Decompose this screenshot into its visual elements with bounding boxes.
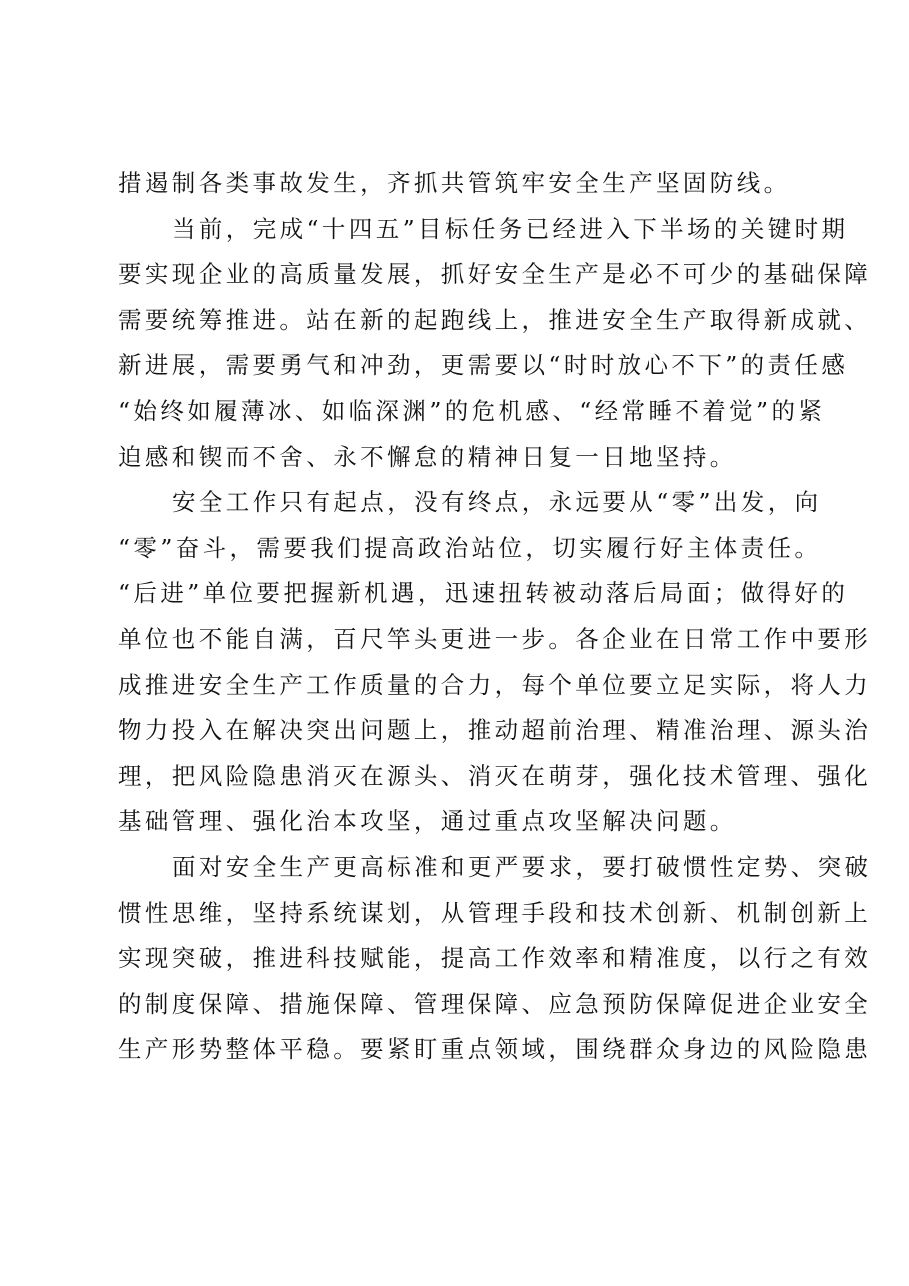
text-line: 需要统筹推进。站在新的起跑线上，推进安全生产取得新成就、 — [118, 305, 872, 334]
text-line: 惯性思维，坚持系统谋划，从管理手段和技术创新、机制创新上 — [118, 898, 872, 927]
text-line: 要实现企业的高质量发展，抓好安全生产是必不可少的基础保障 — [118, 260, 872, 289]
text-line: 理，把风险隐患消灭在源头、消灭在萌芽，强化技术管理、强化 — [118, 761, 872, 790]
text-line: 措遏制各类事故发生，齐抓共管筑牢安全生产坚固防线。 — [118, 169, 791, 197]
text-line: “始终如履薄冰、如临深渊”的危机感、“经常睡不着觉”的紧 — [118, 396, 826, 425]
paragraph-first-line: 当前，完成“十四五”目标任务已经进入下半场的关键时期 — [172, 214, 849, 243]
text-line: “后进”单位要把握新机遇，迅速扭转被动落后局面；做得好的 — [118, 579, 849, 608]
text-line: “零”奋斗，需要我们提高政治站位，切实履行好主体责任。 — [118, 533, 822, 562]
text-line: 物力投入在解决突出问题上，推动超前治理、精准治理、源头治 — [118, 716, 872, 745]
text-line: 实现突破，推进科技赋能，提高工作效率和精准度，以行之有效 — [118, 944, 872, 973]
paragraph-first-line: 安全工作只有起点，没有终点，永远要从“零”出发，向 — [172, 488, 822, 517]
document-body — [118, 161, 872, 1073]
text-line: 新进展，需要勇气和冲劲，更需要以“时时放心不下”的责任感 — [118, 351, 849, 380]
text-line: 基础管理、强化治本攻坚，通过重点攻坚解决问题。 — [118, 807, 737, 836]
text-line: 迫感和锲而不舍、永不懈怠的精神日复一日地坚持。 — [118, 442, 737, 471]
text-line: 生产形势整体平稳。要紧盯重点领域，围绕群众身边的风险隐患 — [118, 1035, 872, 1064]
paragraph-first-line: 面对安全生产更高标准和更严要求，要打破惯性定势、突破 — [172, 852, 872, 881]
text-line: 的制度保障、措施保障、管理保障、应急预防保障促进企业安全 — [118, 989, 872, 1018]
text-line: 成推进安全生产工作质量的合力，每个单位要立足实际，将人力 — [118, 670, 872, 699]
text-line: 单位也不能自满，百尺竿头更进一步。各企业在日常工作中要形 — [118, 624, 872, 653]
